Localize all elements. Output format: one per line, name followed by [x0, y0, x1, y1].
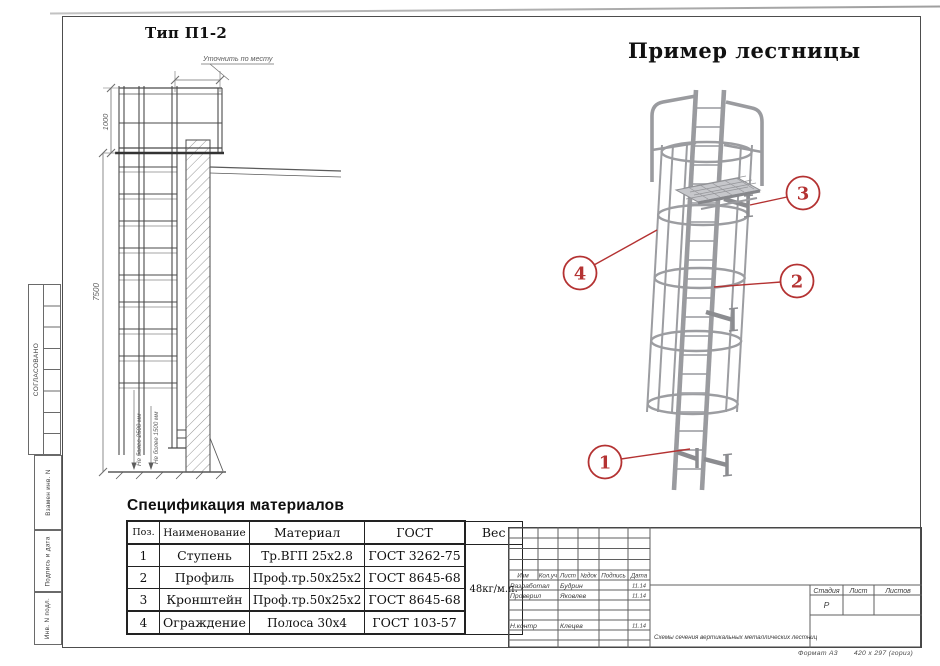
- cell-name: Ступень: [160, 544, 250, 567]
- svg-text:2: 2: [790, 271, 804, 293]
- svg-text:№док: №док: [580, 572, 597, 580]
- spec-section: [126, 497, 523, 635]
- col-header-weight: Вес: [465, 521, 523, 544]
- cell-material: Проф.тр.50х25х2: [249, 589, 364, 612]
- col-header-name: Наименование: [160, 521, 250, 544]
- svg-text:Подпись: Подпись: [601, 572, 626, 580]
- col-header-material: Материал: [249, 521, 364, 544]
- svg-text:Лист: Лист: [849, 587, 868, 595]
- cell-material: Тр.ВГП 25х2.8: [249, 544, 364, 567]
- size-label: 420 х 297 (гориз): [853, 650, 914, 657]
- svg-text:1: 1: [598, 452, 612, 474]
- svg-text:4: 4: [573, 263, 587, 285]
- svg-text:Дата: Дата: [630, 572, 648, 580]
- cell-material: Полоса 30х4: [249, 611, 364, 634]
- cell-material: Проф.тр.50х25х2: [249, 567, 364, 589]
- spec-row: [127, 589, 522, 612]
- approved-label: СОГЛАСОВАНО: [33, 342, 41, 397]
- svg-text:1000: 1000: [101, 113, 110, 131]
- svg-text:Не более 2500 мм: Не более 2500 мм: [136, 413, 143, 466]
- title-block: [508, 527, 922, 648]
- svg-text:Листов: Листов: [885, 587, 911, 595]
- svg-text:11.14: 11.14: [631, 593, 647, 600]
- margin-box-vzamen: Взамен инв. N: [34, 455, 62, 530]
- type-label: Тип П1-2: [145, 24, 228, 42]
- cell-gost: ГОСТ 8645-68: [365, 567, 465, 589]
- cell-name: Профиль: [160, 567, 250, 589]
- rungs-2d: [119, 167, 177, 388]
- example-title: Пример лестницы: [628, 38, 861, 63]
- stage-value: Р: [823, 600, 830, 610]
- ladder-3d: [674, 90, 724, 490]
- svg-text:3: 3: [796, 183, 810, 205]
- spec-row: [127, 544, 522, 567]
- svg-text:11.14: 11.14: [631, 623, 647, 630]
- cell-gost: ГОСТ 103-57: [365, 611, 465, 634]
- 3d-ladder-illustration: [555, 68, 855, 503]
- scan-artifact-line: [50, 6, 940, 15]
- 2d-ladder-drawing: [80, 40, 380, 485]
- stringers: [674, 90, 724, 490]
- svg-text:Уточнить по месту: Уточнить по месту: [203, 54, 273, 63]
- cell-name: Ограждение: [160, 611, 250, 634]
- col-header-poz: Поз.: [127, 521, 160, 544]
- cell-poz: 3: [127, 589, 160, 612]
- format-note: [798, 650, 929, 657]
- cell-gost: ГОСТ 3262-75: [365, 544, 465, 567]
- margin-box-podpis: Подпись и дата: [34, 530, 62, 592]
- format-label: Формат А3: [798, 650, 838, 657]
- approved-grid: [43, 285, 60, 454]
- spec-row: [127, 567, 522, 589]
- spec-table: [126, 520, 523, 635]
- name-checker: Яковлев: [560, 592, 587, 600]
- approved-box: [28, 284, 61, 455]
- svg-text:Стадия: Стадия: [813, 587, 840, 595]
- cell-poz: 1: [127, 544, 160, 567]
- role-developer: Разработал: [510, 582, 550, 590]
- role-checker: Проверил: [510, 592, 542, 600]
- cell-gost: ГОСТ 8645-68: [365, 589, 465, 612]
- svg-text:Изм: Изм: [517, 572, 529, 580]
- svg-text:Лист: Лист: [560, 572, 576, 580]
- margin-box-inv: Инв. N подл.: [34, 592, 62, 645]
- name-ncontrol: Клецев: [560, 622, 583, 630]
- spec-header-row: [127, 521, 522, 544]
- svg-text:Кол.уч: Кол.уч: [538, 572, 558, 580]
- doc-title: Схемы сечения вертикальных металлических лестниц: [654, 634, 818, 641]
- cell-poz: 2: [127, 567, 160, 589]
- title-block-labels: [510, 573, 911, 642]
- spec-title: Спецификация материалов: [127, 497, 345, 514]
- cell-name: Кронштейн: [160, 589, 250, 612]
- role-ncontrol: Н.контр: [510, 622, 537, 630]
- cell-weight: 48кг/м.п.: [465, 544, 523, 634]
- svg-text:7500: 7500: [92, 283, 101, 301]
- svg-text:11.14: 11.14: [631, 583, 647, 590]
- callout-4: [564, 230, 658, 290]
- svg-text:Не более 1500 мм: Не более 1500 мм: [153, 411, 160, 464]
- name-developer: Будрин: [560, 582, 583, 590]
- col-header-gost: ГОСТ: [365, 521, 465, 544]
- cell-poz: 4: [127, 611, 160, 634]
- spec-row: [127, 611, 522, 634]
